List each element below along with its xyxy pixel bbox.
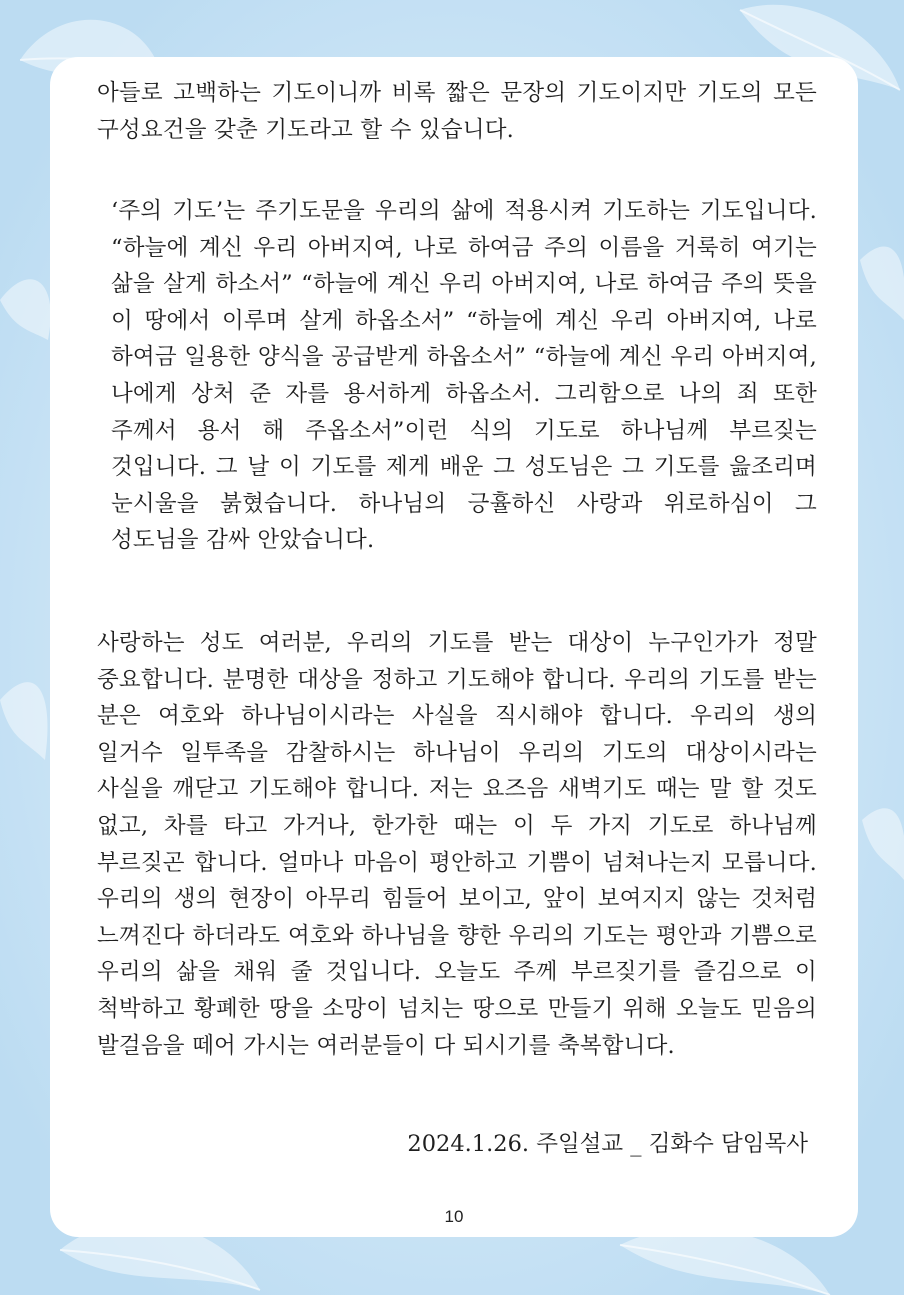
- page-number: 10: [444, 1207, 464, 1226]
- paragraph-3: 사랑하는 성도 여러분, 우리의 기도를 받는 대상이 누구인가가 정말 중요합니다. 분명한 대상을 정하고 기도해야 합니다. 우리의 기도를 받는 분은 여호와 하나님이시라는 사실을 직시해야 합니다. 우리의 생의 일거수 일투족을 감찰하시는 하나님이 우리의 기도의 대상이시라는 사실을 깨닫고 기도해야 합니다. 저는 요즈음 새벽기도 때는 말 할 것도 없고, 차를 타고 가거나, 한가한 때는 이 두 가지 기도로 하나님께 부르짖곤 합니다. 얼마나 마음이 평안하고 기쁨이 넘쳐나는지 모릅니다. 우리의 생의 현장이 아무리 힘들어 보이고, 앞이 보여지지 않는 것처럼 느껴진다 하더라도 여호와 하나님을 향한 우리의 기도는 평안과 기쁨으로 우리의 삶을 채워 줄 것입니다. 오늘도 주께 부르짖기를 즐김으로 이 척박하고 황폐한 땅을 소망이 넘치는 땅으로 만들기 위해 오늘도 믿음의 발걸음을 떼어 가시는 여러분들이 다 되시기를 축복합니다.: [97, 630, 817, 1059]
- paragraph-2: ‘주의 기도’는 주기도문을 우리의 삶에 적용시켜 기도하는 기도입니다. “하늘에 계신 우리 아버지여, 나로 하여금 주의 이름을 거룩히 여기는 삶을 살게 하소서” “하늘에 계신 우리 아버지여, 나로 하여금 주의 뜻을 이 땅에서 이루며 살게 하옵소서” “하늘에 계신 우리 아버지여, 나로 하여금 일용한 양식을 공급받게 하옵소서” “하늘에 계신 우리 아버지여, 나에게 상처 준 자를 용서하게 하옵소서. 그리함으로 나의 죄 또한 주께서 용서 해 주옵소서”이런 식의 기도로 하나님께 부르짖는 것입니다. 그 날 이 기도를 제게 배운 그 성도님은 그 기도를 읊조리며 눈시울을 붉혔습니다. 하나님의 긍휼하신 사랑과 위로하심이 그 성도님을 감싸 안았습니다.: [111, 198, 817, 554]
- content-card: [50, 57, 858, 1237]
- sermon-signature: 2024.1.26. 주일설교 _ 김화수 담임목사: [407, 1131, 808, 1157]
- paragraph-1: 아들로 고백하는 기도이니까 비록 짧은 문장의 기도이지만 기도의 모든 구성요건을 갖춘 기도라고 할 수 있습니다.: [97, 80, 817, 143]
